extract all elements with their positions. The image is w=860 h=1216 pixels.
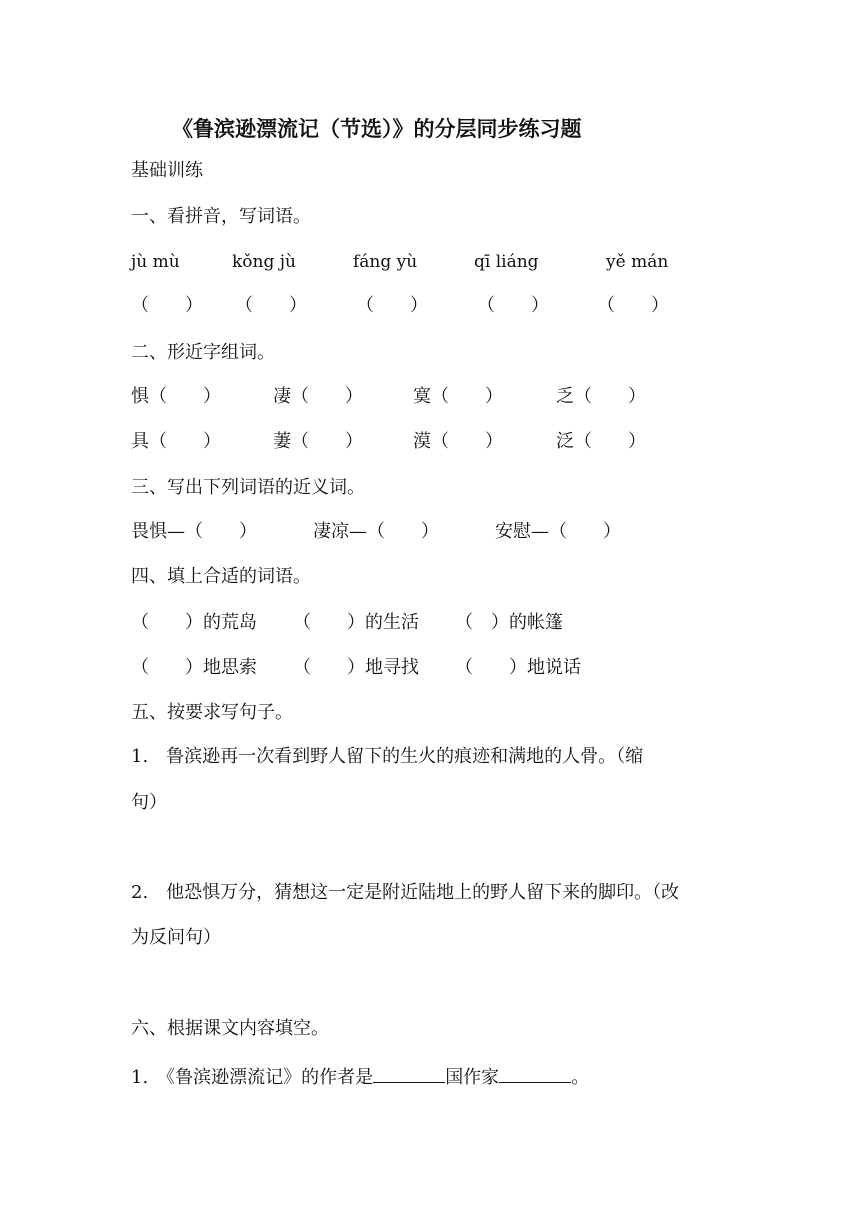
q6-item1-end: 。 xyxy=(571,1067,590,1088)
q1-pinyin-2: kǒng jù xyxy=(232,252,296,272)
section-basic-training: 基础训练 xyxy=(131,160,203,181)
q3-item-3: 安慰—（ ） xyxy=(495,521,621,542)
q5-item2-line2: 为反问句） xyxy=(131,927,221,948)
q1-blank-3: （ ） xyxy=(356,295,428,316)
q1-blank-1: （ ） xyxy=(131,295,203,316)
q5-item1-line1: 1. 鲁滨逊再一次看到野人留下的生火的痕迹和满地的人骨。（缩 xyxy=(131,746,644,767)
q2-row1-item-3: 寞（ ） xyxy=(413,386,503,407)
q6-blank-author xyxy=(499,1066,571,1083)
q6-item1 xyxy=(131,1064,589,1087)
q2-heading: 二、形近字组词。 xyxy=(131,342,275,363)
q6-heading: 六、根据课文内容填空。 xyxy=(131,1018,329,1039)
q2-row1-item-2: 凄（ ） xyxy=(273,386,363,407)
q6-blank-country xyxy=(373,1066,445,1083)
q2-row1-item-4: 乏（ ） xyxy=(556,386,646,407)
q4-heading: 四、填上合适的词语。 xyxy=(131,566,311,587)
q2-row2-item-3: 漠（ ） xyxy=(413,431,503,452)
q1-pinyin-1: jù mù xyxy=(131,252,180,272)
q3-item-2: 凄凉—（ ） xyxy=(313,521,439,542)
q4-row2-item-2: （ ）地寻找 xyxy=(293,657,419,678)
q3-item-1: 畏惧—（ ） xyxy=(131,521,257,542)
q4-row2-item-1: （ ）地思索 xyxy=(131,657,257,678)
q1-blank-4: （ ） xyxy=(477,295,549,316)
q2-row2-item-4: 泛（ ） xyxy=(556,431,646,452)
q2-row1-item-1: 惧（ ） xyxy=(131,386,221,407)
page-title: 《鲁滨逊漂流记（节选）》的分层同步练习题 xyxy=(172,116,582,141)
q2-row2-item-2: 萋（ ） xyxy=(273,431,363,452)
q1-blank-2: （ ） xyxy=(235,295,307,316)
q1-blank-5: （ ） xyxy=(597,295,669,316)
q1-pinyin-3: fáng yù xyxy=(353,252,418,272)
q5-heading: 五、按要求写句子。 xyxy=(131,702,293,723)
q4-row1-item-2: （ ）的生活 xyxy=(293,612,419,633)
q5-item2-line1: 2. 他恐惧万分，猜想这一定是附近陆地上的野人留下来的脚印。（改 xyxy=(131,882,680,903)
q2-row2-item-1: 具（ ） xyxy=(131,431,221,452)
q5-item1-line2: 句） xyxy=(131,792,167,813)
q1-pinyin-4: qī liáng xyxy=(474,252,539,272)
q1-pinyin-5: yě mán xyxy=(606,252,669,272)
q4-row1-item-1: （ ）的荒岛 xyxy=(131,612,257,633)
q4-row2-item-3: （ ）地说话 xyxy=(455,657,581,678)
q6-item1-mid: 国作家 xyxy=(445,1067,500,1088)
q4-row1-item-3: （ ）的帐篷 xyxy=(455,612,563,633)
q6-item1-prefix: 1. 《鲁滨逊漂流记》的作者是 xyxy=(131,1067,374,1088)
q1-heading: 一、看拼音，写词语。 xyxy=(131,206,311,227)
q3-heading: 三、写出下列词语的近义词。 xyxy=(131,477,365,498)
